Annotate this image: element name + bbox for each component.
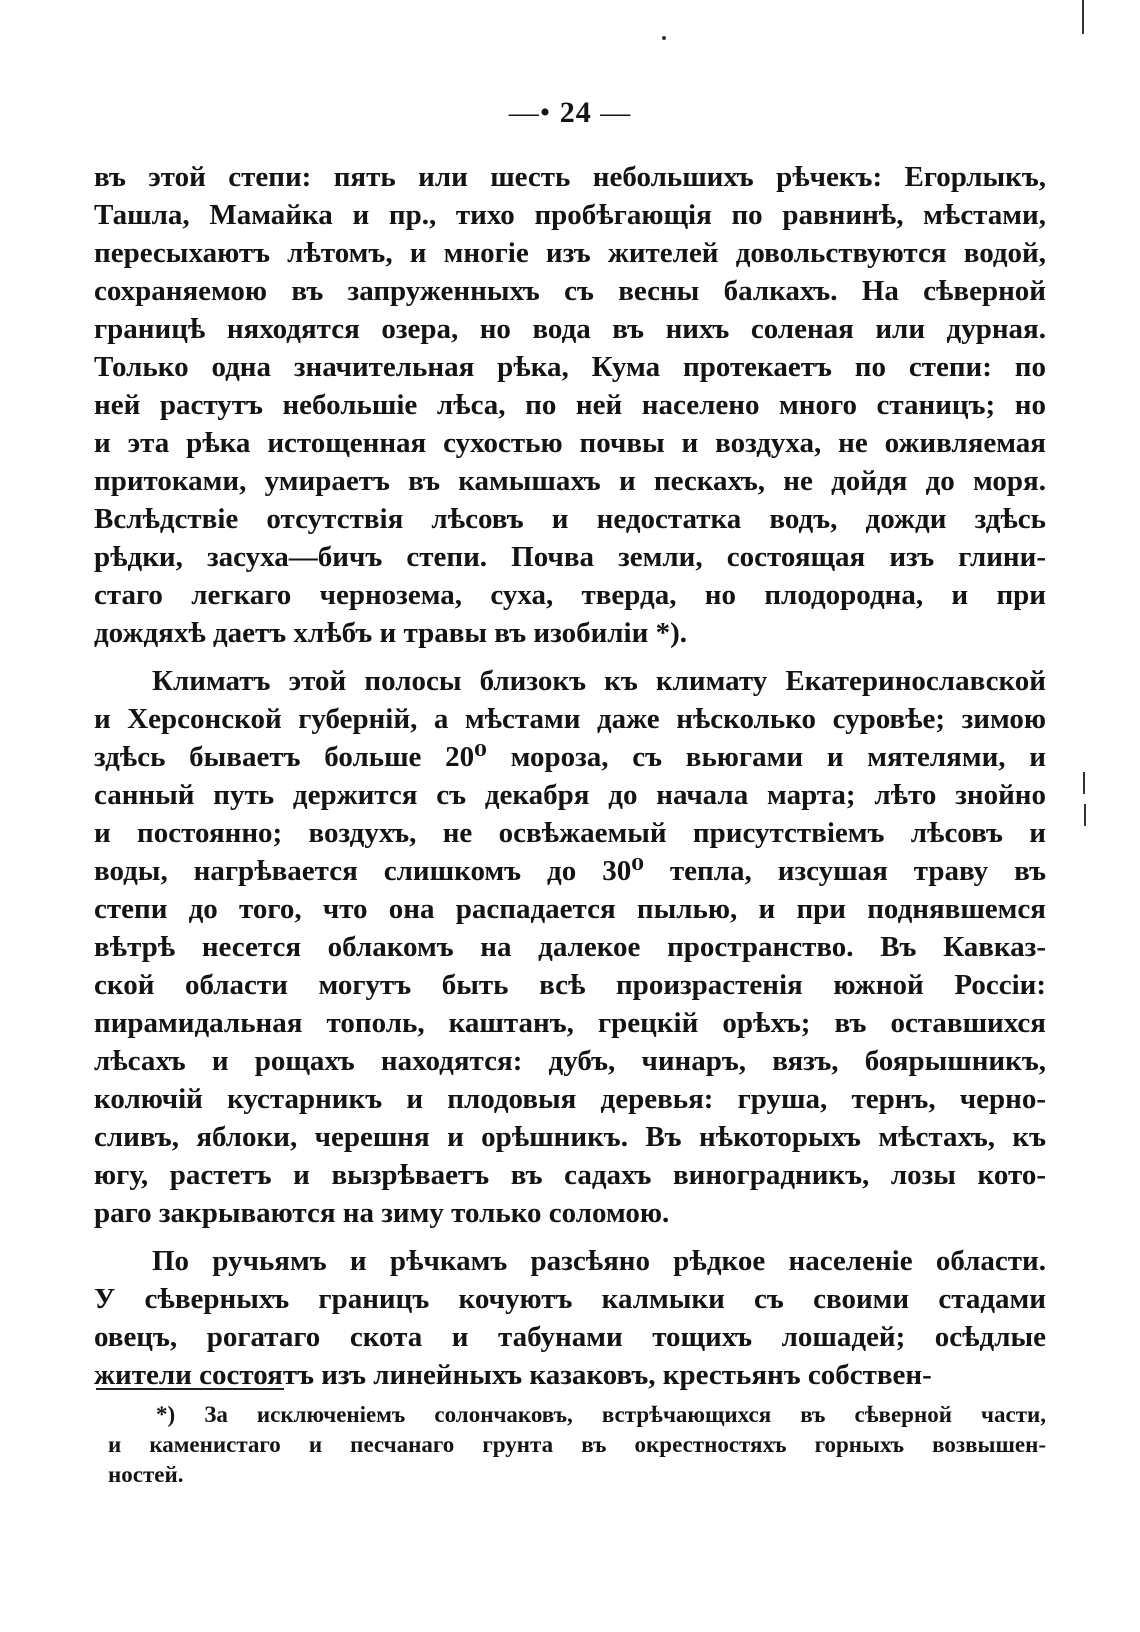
footnote-line: ностей. xyxy=(108,1462,184,1487)
text-line: Только одна значительная рѣка, Кума протекаетъ по степи: по xyxy=(94,351,1046,383)
scan-mark xyxy=(1082,0,1084,34)
text-line: ней растутъ небольшіе лѣса, по ней населено много станицъ; но xyxy=(94,389,1046,421)
text-line: пирамидальная тополь, каштанъ, грецкій орѣхъ; въ оставшихся xyxy=(94,1007,1046,1039)
page-number-header xyxy=(0,96,1140,130)
text-line: Вслѣдствіе отсутствія лѣсовъ и недостатка водъ, дожди здѣсь xyxy=(94,503,1046,535)
text-line: овецъ, рогатаго скота и табунами тощихъ лошадей; осѣдлые xyxy=(94,1321,1046,1353)
page-number: 24 xyxy=(559,96,592,129)
main-text xyxy=(94,158,1046,1394)
text-line: У сѣверныхъ границъ кочуютъ калмыки съ своими стадами xyxy=(94,1283,1046,1315)
text-line: границѣ няходятся озера, но вода въ нихъ соленая или дурная. xyxy=(94,313,1046,345)
text-line: лѣсахъ и рощахъ находятся: дубъ, чинаръ, вязъ, боярышникъ, xyxy=(94,1045,1046,1077)
footnote-line: *) За исключеніемъ солончаковъ, встрѣчающихся въ сѣверной части, xyxy=(156,1402,1046,1427)
text-line: колючій кустарникъ и плодовыя деревья: груша, тернъ, черно- xyxy=(94,1083,1046,1115)
footnote-divider xyxy=(96,1388,284,1390)
scan-mark xyxy=(1084,804,1086,826)
text-line: пересыхаютъ лѣтомъ, и многіе изъ жителей довольствуются водой, xyxy=(94,237,1046,269)
text-line: въ этой степи: пять или шесть небольшихъ рѣчекъ: Егорлыкъ, xyxy=(94,161,1046,193)
text-line: стаго легкаго чернозема, суха, тверда, но плодородна, и при xyxy=(94,579,1046,611)
text-line: вѣтрѣ несется облакомъ на далекое пространство. Въ Кавказ- xyxy=(94,931,1046,963)
text-line: Климатъ этой полосы близокъ къ климату Екатеринославской xyxy=(152,665,1046,697)
scan-mark xyxy=(1083,772,1085,794)
paragraph-gap xyxy=(94,1232,1046,1242)
text-line: югу, растетъ и вызрѣваетъ въ садахъ виноградникъ, лозы кото- xyxy=(94,1159,1046,1191)
text-line: и постоянно; воздухъ, не освѣжаемый присутствіемъ лѣсовъ и xyxy=(94,817,1046,849)
footnote xyxy=(108,1400,1046,1490)
text-line: сливъ, яблоки, черешня и орѣшникъ. Въ нѣкоторыхъ мѣстахъ, къ xyxy=(94,1121,1046,1153)
text-line: и Херсонской губерній, а мѣстами даже нѣсколько суровѣе; зимою xyxy=(94,703,1046,735)
text-line: жители состоятъ изъ линейныхъ казаковъ, крестьянъ собствен- xyxy=(94,1359,932,1391)
paragraph-gap xyxy=(94,652,1046,662)
text-line: и эта рѣка истощенная сухостью почвы и воздуха, не оживляемая xyxy=(94,427,1046,459)
text-line: степи до того, что она распадается пылью, и при поднявшемся xyxy=(94,893,1046,925)
text-line: здѣсь бываетъ больше 20⁰ мороза, съ вьюгами и мятелями, и xyxy=(94,741,1046,773)
text-line: дождяхѣ даетъ хлѣбъ и травы въ изобиліи *). xyxy=(94,617,687,649)
text-line: сохраняемою въ запруженныхъ съ весны балкахъ. На сѣверной xyxy=(94,275,1046,307)
footnote-line: и каменистаго и песчанаго грунта въ окрестностяхъ горныхъ возвышен- xyxy=(108,1432,1046,1457)
text-line: Ташла, Мамайка и пр., тихо пробѣгающія по равнинѣ, мѣстами, xyxy=(94,199,1046,231)
text-line: По ручьямъ и рѣчкамъ разсѣяно рѣдкое населеніе области. xyxy=(152,1245,1046,1277)
text-line: санный путь держится съ декабря до начала марта; лѣто знойно xyxy=(94,779,1046,811)
header-dash-right: — xyxy=(600,96,632,129)
text-line: ской области могутъ быть всѣ произрастенія южной Россіи: xyxy=(94,969,1046,1001)
text-line: притоками, умираетъ въ камышахъ и пескахъ, не дойдя до моря. xyxy=(94,465,1046,497)
text-line: раго закрываются на зиму только соломою. xyxy=(94,1197,670,1229)
scan-mark xyxy=(662,36,666,40)
header-dash-left: —• xyxy=(508,96,552,129)
text-line: воды, нагрѣвается слишкомъ до 30⁰ тепла, изсушая траву въ xyxy=(94,855,1046,887)
text-line: рѣдки, засуха—бичъ степи. Почва земли, состоящая изъ глини- xyxy=(94,541,1046,573)
